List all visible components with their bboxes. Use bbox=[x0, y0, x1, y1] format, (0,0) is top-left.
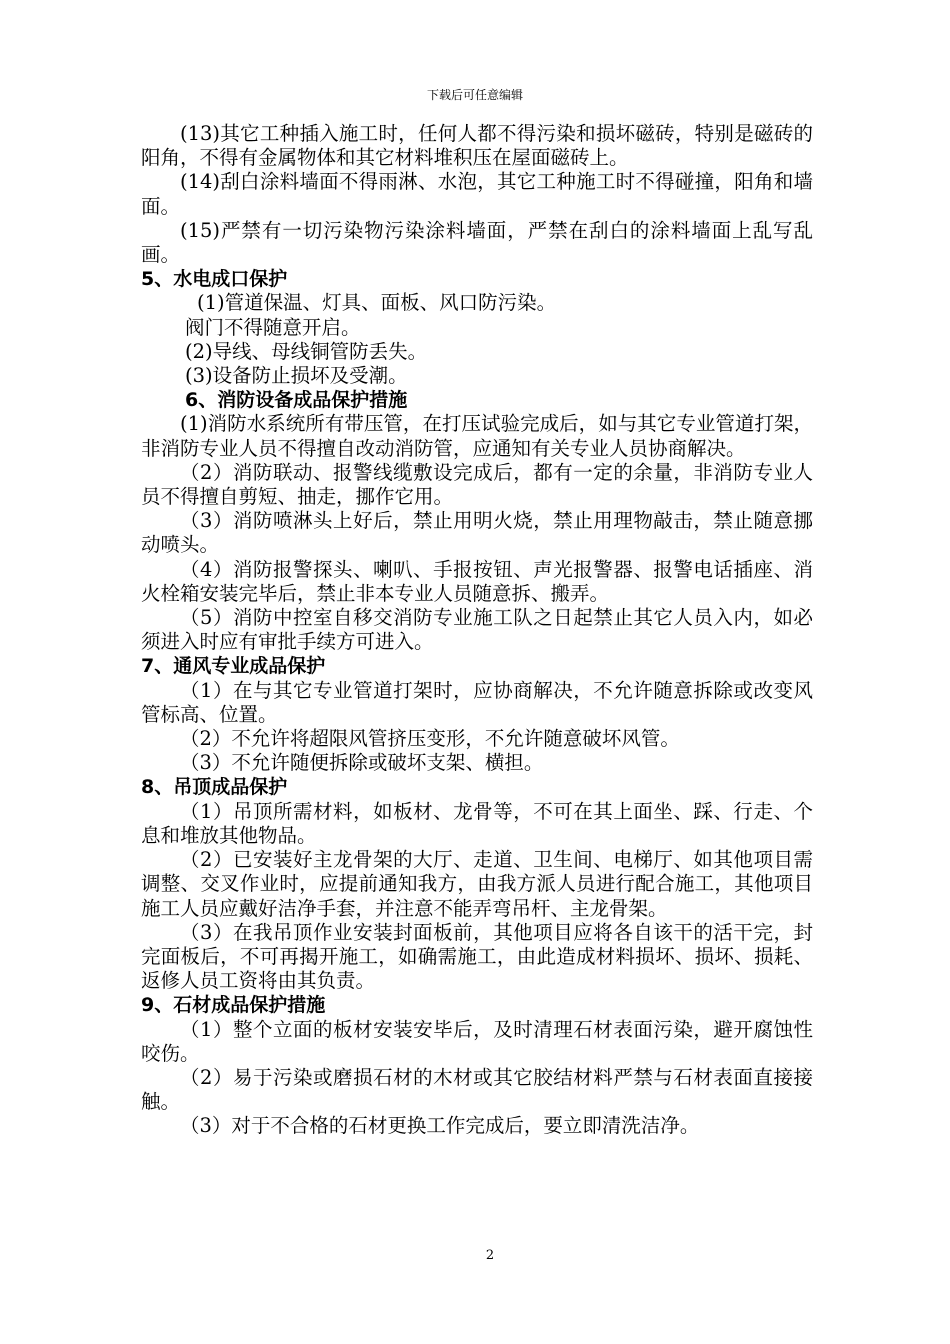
paragraph-15: (15)严禁有一切污染物污染涂料墙面，严禁在刮白的涂料墙面上乱写乱画。 bbox=[141, 218, 813, 267]
paragraph-5-2: (2)导线、母线铜管防丢失。 bbox=[185, 339, 428, 363]
paragraph-9-2: （2）易于污染或磨损石材的木材或其它胶结材料严禁与石材表面直接接触。 bbox=[141, 1065, 813, 1114]
paragraph-5-1-cont: 阀门不得随意开启。 bbox=[185, 315, 361, 339]
paragraph-7-1: （1）在与其它专业管道打架时，应协商解决，不允许随意拆除或改变风管标高、位置。 bbox=[141, 678, 813, 726]
section-heading-7: 7、通风专业成品保护 bbox=[141, 655, 326, 678]
paragraph-6-4: （4）消防报警探头、喇叭、手报按钮、声光报警器、报警电话插座、消火栓箱安装完毕后，禁止非本专业人员随意拆、搬弄。 bbox=[141, 557, 813, 605]
paragraph-13: (13)其它工种插入施工时，任何人都不得污染和损坏磁砖，特别是磁砖的阳角，不得有金属物体和其它材料堆积压在屋面磁砖上。 bbox=[141, 122, 813, 170]
paragraph-7-3: （3）不允许随便拆除或破坏支架、横担。 bbox=[180, 751, 544, 775]
page-header: 下载后可任意编辑 bbox=[426, 88, 523, 102]
paragraph-14: (14)刮白涂料墙面不得雨淋、水泡，其它工种施工时不得碰撞，阳角和墙面。 bbox=[141, 170, 813, 218]
paragraph-6-3: （3）消防喷淋头上好后，禁止用明火烧，禁止用理物敲击，禁止随意挪动喷头。 bbox=[141, 509, 813, 557]
document-body bbox=[141, 122, 813, 1139]
paragraph-5-3: (3)设备防止损坏及受潮。 bbox=[185, 364, 408, 388]
section-heading-6: 6、消防设备成品保护措施 bbox=[185, 389, 408, 412]
section-heading-5: 5、水电成口保护 bbox=[141, 268, 288, 291]
paragraph-6-1: (1)消防水系统所有带压管，在打压试验完成后，如与其它专业管道打架，非消防专业人员不得擅自改动消防管，应通知有关专业人员协商解决。 bbox=[141, 412, 813, 460]
paragraph-8-1: （1）吊顶所需材料，如板材、龙骨等，不可在其上面坐、踩、行走、个息和堆放其他物品。 bbox=[141, 799, 813, 847]
page-number: 2 bbox=[485, 1248, 495, 1263]
paragraph-5-1: (1)管道保温、灯具、面板、风口防污染。 bbox=[197, 291, 557, 315]
section-heading-9: 9、石材成品保护措施 bbox=[141, 994, 326, 1017]
paragraph-8-2: （2）已安装好主龙骨架的大厅、走道、卫生间、电梯厅、如其他项目需调整、交叉作业时，应提前通知我方，由我方派人员进行配合施工，其他项目施工人员应戴好洁净手套，并注意不能弄弯吊杆、主龙骨架。 bbox=[141, 848, 813, 920]
paragraph-8-3: （3）在我吊顶作业安装封面板前，其他项目应将各自该干的活干完，封完面板后，不可再揭开施工，如确需施工，由此造成材料损坏、损坏、损耗、返修人员工资将由其负责。 bbox=[141, 920, 813, 993]
paragraph-9-1: （1）整个立面的板材安装安毕后，及时清理石材表面污染，避开腐蚀性咬伤。 bbox=[141, 1017, 813, 1065]
paragraph-7-2: （2）不允许将超限风管挤压变形，不允许随意破坏风管。 bbox=[180, 727, 680, 751]
section-heading-8: 8、吊顶成品保护 bbox=[141, 776, 288, 799]
paragraph-6-2: （2）消防联动、报警线缆敷设完成后，都有一定的余量，非消防专业人员不得擅自剪短、抽走，挪作它用。 bbox=[141, 460, 813, 509]
paragraph-6-5: （5）消防中控室自移交消防专业施工队之日起禁止其它人员入内，如必须进入时应有审批手续方可进入。 bbox=[141, 606, 813, 654]
paragraph-9-3: （3）对于不合格的石材更换工作完成后，要立即清洗洁净。 bbox=[180, 1114, 700, 1138]
